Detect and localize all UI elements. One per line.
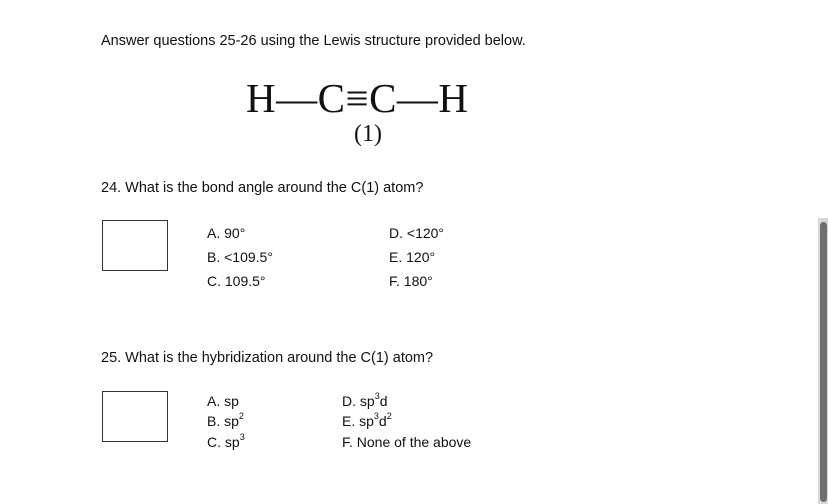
q24-option-d: D. <120° (389, 225, 445, 241)
answer-box-24[interactable] (102, 220, 168, 271)
question-24: 24. What is the bond angle around the C(1) atom? (101, 180, 424, 196)
scrollbar-thumb[interactable] (820, 222, 827, 502)
q25-option-d: D. $sp^3d$ (342, 391, 388, 409)
question-25: 25. What is the hybridization around the C(1) atom? (101, 350, 434, 366)
q24-option-b: B. <109.5° (207, 249, 273, 265)
q25-option-e: E. $sp^3d^2$ (342, 411, 392, 429)
q24-option-c: C. 109.5° (207, 273, 266, 289)
q24-option-e: E. 120° (389, 249, 436, 265)
q25-option-b: B. $sp^2$ (207, 411, 244, 429)
answer-box-25[interactable] (102, 391, 168, 442)
q24-option-f: F. 180° (389, 273, 433, 289)
atom-label: (1) (354, 121, 382, 147)
q24-option-a: A. 90° (207, 225, 246, 241)
q25-option-a: A. sp (207, 393, 239, 409)
lewis-structure: H—C≡C—H (246, 75, 469, 121)
q25-option-c: C. $sp^3$ (207, 432, 245, 450)
q25-option-f: F. None of the above (342, 434, 472, 450)
instructions-text: Answer questions 25-26 using the Lewis structure provided below. (101, 33, 526, 49)
